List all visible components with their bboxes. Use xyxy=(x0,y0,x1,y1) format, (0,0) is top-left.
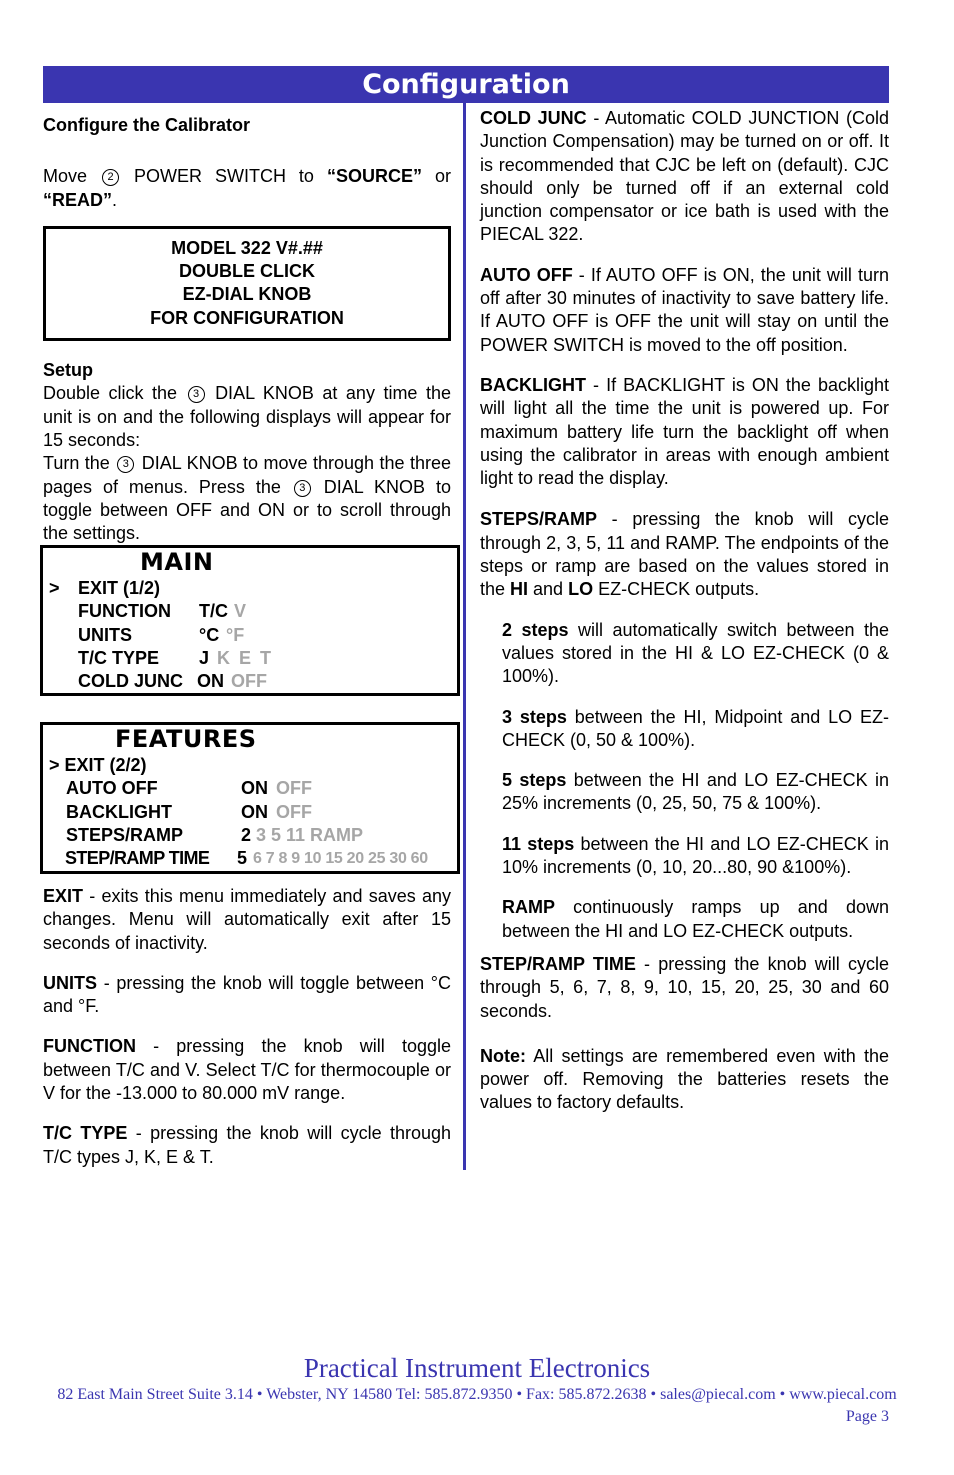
text: DIAL KNOB to move through the three pages of menus. Press the xyxy=(43,453,451,497)
setup-paragraph-1 xyxy=(43,382,451,452)
menu-label: BACKLIGHT xyxy=(66,801,172,822)
main-menu-display xyxy=(40,545,460,696)
menu-row xyxy=(43,801,457,824)
text: between the HI and LO EZ-CHECK in 25% increments (0, 25, 50, 75 & 100%). xyxy=(502,770,889,814)
right-column xyxy=(480,107,889,1115)
menu-title: MAIN xyxy=(140,548,214,576)
term: LO xyxy=(568,579,594,600)
section-heading: Configure the Calibrator xyxy=(43,115,251,135)
text: “READ” xyxy=(43,189,113,210)
selected-option: ON xyxy=(241,778,268,799)
term: 11 steps xyxy=(502,833,575,854)
term: FUNCTION xyxy=(43,1036,136,1057)
text: - pressing the knob will toggle between T/C and V. Select T/C for thermocouple or V for the -13.000 to 80.000 mV range. xyxy=(43,1036,451,1104)
text: or xyxy=(434,166,451,187)
inactive-option: OFF xyxy=(276,778,312,799)
term: RAMP xyxy=(502,897,555,918)
term: 3 steps xyxy=(502,706,567,727)
display-line: MODEL 322 V#.## xyxy=(171,237,323,258)
inactive-option: 6 7 8 9 10 15 20 25 30 60 xyxy=(253,850,428,868)
term: AUTO OFF xyxy=(480,264,573,285)
number-3-icon: 3 xyxy=(117,456,134,473)
text: - pressing the knob will cycle through 2, 3, 5, 11 and RAMP. The endpoints of the steps or ramp are based on the values stored in the xyxy=(480,509,889,600)
text: Double click the xyxy=(43,383,178,404)
term: 2 steps xyxy=(502,619,569,640)
selected-option: °C xyxy=(199,624,220,645)
left-column xyxy=(43,114,451,545)
menu-row xyxy=(43,824,457,847)
text: will automatically switch between the values stored in the HI & LO EZ-CHECK (0 & 100%). xyxy=(502,619,889,687)
text: DIAL KNOB to toggle between OFF and ON or to scroll through the settings. xyxy=(43,476,451,544)
text: - If BACKLIGHT is ON the backlight will light all the time the unit is powered up. For maximum battery life turn the backlight off when using the calibrator in areas with enough ambient light to read the display. xyxy=(480,374,889,489)
inactive-option: OFF xyxy=(231,671,267,692)
term: COLD JUNC xyxy=(480,108,587,128)
number-3-icon: 3 xyxy=(188,386,205,403)
menu-label: EXIT (1/2) xyxy=(78,578,161,598)
inactive-option: V xyxy=(234,601,247,622)
text: between the HI, Midpoint and LO EZ-CHECK (0, 50 & 100%). xyxy=(502,706,889,750)
selected-option: 5 xyxy=(237,848,248,869)
text: Turn the xyxy=(43,453,110,474)
footer-company: Practical Instrument Electronics xyxy=(303,1353,651,1383)
menu-row xyxy=(43,647,457,670)
backlight-definition xyxy=(480,374,889,490)
menu-row xyxy=(43,754,457,777)
exit-definition xyxy=(43,885,451,955)
selected-option: 2 xyxy=(241,824,252,845)
menu-label: STEP/RAMP TIME xyxy=(65,848,210,869)
menu-row xyxy=(43,577,457,600)
inactive-option: K E T xyxy=(217,647,274,668)
text: continuously ramps up and down between the HI and LO EZ-CHECK outputs. xyxy=(502,897,889,941)
selected-option: ON xyxy=(241,801,268,822)
term: T/C TYPE xyxy=(43,1123,128,1144)
three-steps-definition xyxy=(502,706,889,753)
footer-address: 82 East Main Street Suite 3.14 • Webster, NY 14580 Tel: 585.872.9350 • Fax: 585.872.2638 • sales@piecal.com • www.piecal.com xyxy=(57,1386,897,1403)
selected-option: J xyxy=(199,647,210,668)
text: DIAL KNOB at any time the unit is on and the following displays will appear for 15 seconds: xyxy=(43,383,451,450)
menu-row xyxy=(43,600,457,623)
five-steps-definition xyxy=(502,769,889,816)
text: POWER SWITCH to xyxy=(133,166,314,187)
menu-label: AUTO OFF xyxy=(66,778,158,799)
term: HI xyxy=(510,579,529,600)
term: Note: xyxy=(480,1045,526,1066)
term: UNITS xyxy=(43,972,97,993)
menu-label: STEPS/RAMP xyxy=(66,824,184,845)
move-paragraph xyxy=(43,165,451,212)
text: - If AUTO OFF is ON, the unit will turn off after 30 minutes of inactivity to save battery life. If AUTO OFF is OFF the unit will stay on until the POWER SWITCH is moved to the off position. xyxy=(480,264,889,355)
menu-label: T/C TYPE xyxy=(78,647,160,668)
steps-definition xyxy=(480,508,889,601)
left-definitions xyxy=(43,885,451,1169)
text: - exits this menu immediately and saves any changes. Menu will automatically exit after 15 seconds of inactivity. xyxy=(43,886,451,953)
step-ramp-time-definition xyxy=(480,953,889,1023)
note-paragraph xyxy=(480,1045,889,1115)
text: All settings are remembered even with the power off. Removing the batteries resets the values to factory defaults. xyxy=(480,1045,889,1113)
menu-row xyxy=(43,777,457,800)
coldjunc-definition xyxy=(480,107,889,247)
display-line: DOUBLE CLICK xyxy=(179,261,315,282)
text: EZ-CHECK outputs. xyxy=(593,579,760,600)
term: STEPS/RAMP xyxy=(480,509,598,530)
menu-title: FEATURES xyxy=(115,725,257,753)
text: - pressing the knob will cycle through T/C types J, K, E & T. xyxy=(43,1123,451,1167)
inactive-option: OFF xyxy=(276,801,312,822)
display-line: FOR CONFIGURATION xyxy=(150,307,344,328)
menu-label: UNITS xyxy=(78,624,132,645)
display-line: EZ-DIAL KNOB xyxy=(182,284,312,305)
menu-label: FUNCTION xyxy=(78,601,171,622)
function-definition xyxy=(43,1035,451,1105)
menu-row xyxy=(43,847,457,870)
eleven-steps-definition xyxy=(502,833,889,880)
term: EXIT xyxy=(43,886,84,906)
menu-label: > EXIT (2/2) xyxy=(49,755,147,775)
text: and xyxy=(528,579,569,600)
column-divider xyxy=(463,103,466,1170)
number-3-icon: 3 xyxy=(294,480,311,497)
two-steps-definition xyxy=(502,619,889,689)
text: “SOURCE” xyxy=(326,166,422,187)
selected-option: T/C xyxy=(199,601,228,622)
setup-paragraph-2 xyxy=(43,452,451,545)
units-definition xyxy=(43,972,451,1019)
number-2-icon: 2 xyxy=(102,169,119,186)
autooff-definition xyxy=(480,264,889,357)
page-number: Page 3 xyxy=(845,1408,889,1425)
menu-row xyxy=(43,624,457,647)
cursor-marker: > xyxy=(49,578,60,598)
menu-row xyxy=(43,670,457,693)
text: Move xyxy=(43,166,88,187)
text: - Automatic COLD JUNCTION (Cold Junction Compensation) may be turned on or off. It is recommended that CJC be left on (default). CJC should only be turned off if an external cold junction compensator or ice bath is used with the PIECAL 322. xyxy=(480,108,889,245)
text: . xyxy=(112,189,118,210)
text: - pressing the knob will toggle between °C and °F. xyxy=(43,972,451,1017)
model-display-box xyxy=(43,226,451,341)
tctype-definition xyxy=(43,1122,451,1169)
term: BACKLIGHT xyxy=(480,374,586,395)
page-title: Configuration xyxy=(43,66,889,103)
selected-option: ON xyxy=(197,671,224,692)
inactive-option: °F xyxy=(226,624,245,645)
term: 5 steps xyxy=(502,770,567,791)
inactive-option: 3 5 11 RAMP xyxy=(256,824,364,845)
text: - pressing the knob will cycle through 5, 6, 7, 8, 9, 10, 15, 20, 25, 30 and 60 seconds. xyxy=(480,953,889,1021)
menu-label: COLD JUNC xyxy=(78,671,184,692)
ramp-definition xyxy=(502,896,889,943)
text: between the HI and LO EZ-CHECK in 10% increments (0, 10, 20...80, 90 &100%). xyxy=(502,833,889,878)
features-menu-display xyxy=(40,722,460,874)
setup-heading: Setup xyxy=(43,360,94,381)
term: STEP/RAMP TIME xyxy=(480,953,636,974)
